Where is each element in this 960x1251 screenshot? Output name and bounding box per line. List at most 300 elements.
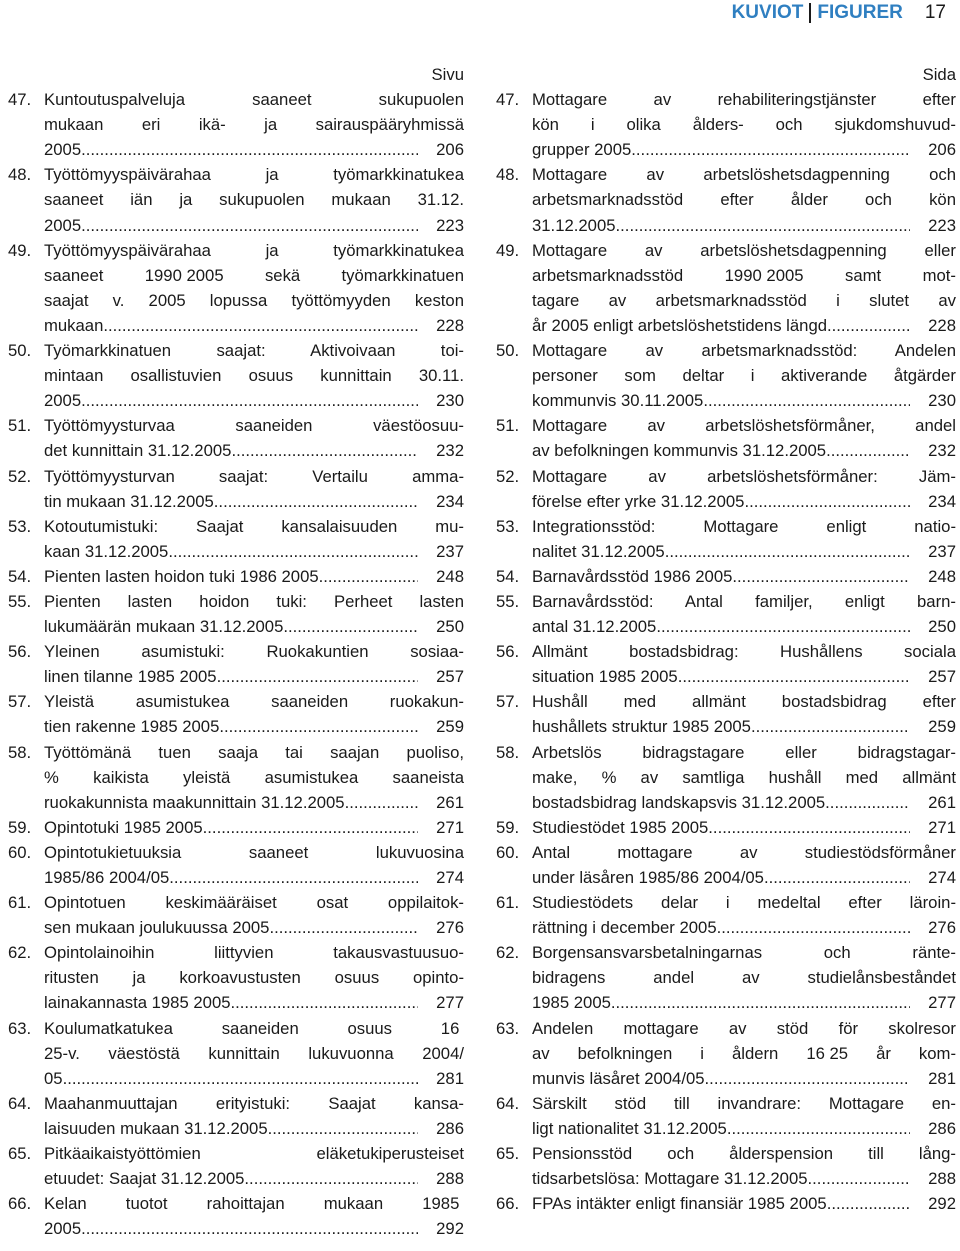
entry-title-line: rättning i december 2005	[532, 918, 717, 938]
entry-title-line: 1985/86 2004/05	[44, 868, 170, 887]
entry-last-line	[44, 438, 464, 463]
toc-entry[interactable]	[8, 1141, 464, 1191]
entry-title	[44, 162, 464, 237]
entry-title	[532, 940, 956, 1015]
entry-title	[532, 840, 956, 890]
dot-leader	[231, 990, 418, 1015]
entry-number: 57.	[496, 692, 520, 712]
entry-title-line: Mottagare av arbetslöshetsförmåner: Jäm-	[532, 466, 956, 486]
entry-title-line: Pienten lasten hoidon tuki: Perheet lasten	[44, 591, 464, 611]
entry-number: 59.	[8, 817, 32, 837]
entry-page-number: 234	[436, 491, 464, 511]
entry-page-number: 274	[928, 868, 956, 887]
entry-title	[532, 1141, 956, 1191]
entry-number: 58.	[8, 742, 32, 762]
entry-title-line: ruokakunnista maakunnittain 31.12.2005	[44, 792, 345, 812]
dot-leader	[656, 614, 910, 639]
entry-title-line: kommunvis 30.11.2005	[532, 391, 704, 411]
toc-entry[interactable]	[496, 815, 956, 840]
toc-entry[interactable]	[496, 1091, 956, 1141]
entry-page-number: 288	[436, 1169, 464, 1189]
entry-last-line	[44, 1166, 464, 1191]
entry-page-number: 286	[436, 1118, 464, 1138]
toc-entry[interactable]	[496, 338, 956, 413]
dot-leader	[283, 614, 418, 639]
dot-leader	[708, 815, 910, 840]
entry-title-line: Opintotukietuuksia saaneet lukuvuosina	[44, 842, 464, 862]
toc-entry[interactable]	[8, 940, 464, 1015]
entry-page-number: 248	[928, 566, 956, 586]
entry-last-line	[532, 489, 956, 514]
dot-leader	[825, 790, 910, 815]
entry-number: 50.	[8, 341, 32, 361]
dot-leader	[705, 1066, 910, 1091]
entry-last-line	[44, 915, 464, 940]
dot-leader	[827, 1191, 910, 1216]
entry-page-number: 288	[928, 1169, 956, 1189]
entry-number: 63.	[8, 1018, 32, 1038]
toc-entry[interactable]	[496, 940, 956, 1015]
entry-page-number: 230	[436, 391, 464, 411]
dot-leader	[63, 1066, 418, 1091]
entry-title	[532, 890, 956, 940]
entry-number: 56.	[496, 642, 520, 662]
entry-title-line: Työttömänä tuen saaja tai saajan puoliso,	[44, 742, 464, 762]
entry-title-line: Hushåll med allmänt bostadsbidrag efter	[532, 692, 956, 712]
entry-page-number: 271	[436, 817, 464, 837]
entry-title	[532, 514, 956, 564]
entry-title-line: make, % av samtliga hushåll med allmänt	[532, 767, 956, 787]
entry-page-number: 271	[928, 817, 956, 837]
toc-entry[interactable]	[8, 890, 464, 940]
entry-page-number: 277	[436, 993, 464, 1013]
toc-column-swedish	[496, 62, 956, 1216]
entry-title	[532, 1016, 956, 1091]
entry-title-line: 2005	[44, 140, 82, 160]
entry-number: 54.	[496, 566, 520, 586]
entry-page-number: 259	[436, 717, 464, 737]
entry-title	[532, 162, 956, 237]
entry-page-number: 228	[928, 315, 956, 335]
entry-page-number: 281	[436, 1068, 464, 1088]
dot-leader	[665, 539, 910, 564]
entry-page-number: 206	[928, 140, 956, 160]
entry-title-line: kaan 31.12.2005	[44, 541, 169, 561]
entry-page-number: 277	[928, 993, 956, 1013]
entry-number: 61.	[8, 893, 32, 913]
entry-title-line: Yleistä asumistukea saaneiden ruokakun-	[44, 692, 464, 712]
entry-title-line: 2005	[44, 215, 82, 235]
entry-page-number: 274	[436, 868, 464, 887]
entry-title-line: Työmarkkinatuen saajat: Aktivoivaan toi-	[44, 341, 464, 361]
toc-entry[interactable]	[8, 162, 464, 237]
entry-title-line: 31.12.2005	[532, 215, 616, 235]
toc-entry[interactable]	[496, 162, 956, 237]
entry-title-line: bostadsbidrag landskapsvis 31.12.2005	[532, 792, 826, 812]
entry-title-line: ligt nationalitet 31.12.2005	[532, 1118, 727, 1138]
entry-last-line	[532, 388, 956, 413]
entry-last-line	[44, 990, 464, 1015]
toc-entry[interactable]	[8, 1191, 464, 1241]
dot-leader	[611, 990, 910, 1015]
entry-title	[532, 464, 956, 514]
toc-entry[interactable]	[496, 564, 956, 589]
entry-last-line	[44, 1216, 464, 1241]
entry-title-line: Barnavårdsstöd 1986 2005	[532, 566, 733, 586]
entry-title-line: 2005	[44, 391, 82, 411]
toc-entry[interactable]	[8, 840, 464, 890]
entry-number: 49.	[8, 240, 32, 260]
entry-number: 55.	[496, 591, 520, 611]
dot-leader	[268, 1116, 418, 1141]
entry-title-line: nalitet 31.12.2005	[532, 541, 665, 561]
toc-entry[interactable]	[8, 338, 464, 413]
toc-entry[interactable]	[8, 815, 464, 840]
entry-last-line	[44, 539, 464, 564]
entry-title-line: FPAs intäkter enligt finansiär 1985 2005	[532, 1194, 827, 1214]
entry-title-line: laisuuden mukaan 31.12.2005	[44, 1118, 268, 1138]
dot-leader	[826, 438, 910, 463]
entry-title-line: situation 1985 2005	[532, 667, 678, 687]
toc-entry[interactable]	[8, 413, 464, 463]
entry-title-line: tien rakenne 1985 2005	[44, 717, 220, 737]
entry-title-line: 05	[44, 1068, 63, 1088]
entry-page-number: 232	[436, 441, 464, 461]
toc-entry[interactable]	[8, 238, 464, 338]
entry-number: 50.	[496, 341, 520, 361]
entry-last-line	[44, 137, 464, 162]
entry-title	[532, 740, 956, 815]
entry-number: 65.	[496, 1144, 520, 1164]
toc-entry[interactable]	[8, 639, 464, 689]
entry-page-number: 230	[928, 391, 956, 411]
entry-last-line	[44, 313, 464, 338]
entry-page-number: 257	[928, 667, 956, 687]
entry-page-number: 237	[436, 541, 464, 561]
entry-number: 53.	[8, 516, 32, 536]
toc-entry[interactable]	[496, 689, 956, 739]
entry-title	[532, 564, 956, 589]
entry-page-number: 223	[928, 215, 956, 235]
entry-title-line: år 2005 enligt arbetslöshetstidens längd	[532, 315, 828, 335]
entry-page-number: 234	[928, 491, 956, 511]
entry-page-number: 228	[436, 315, 464, 335]
toc-entry[interactable]	[8, 564, 464, 589]
entry-title-line: 2005	[44, 1219, 82, 1239]
toc-entry[interactable]	[496, 589, 956, 639]
entry-title-line: Arbetslös bidragstagare eller bidragstagar-	[532, 742, 956, 762]
entry-title-line: 1985 2005	[532, 993, 611, 1013]
toc-entry[interactable]	[496, 890, 956, 940]
entry-title-line: Opintotuen keskimääräiset osat oppilaitok-	[44, 893, 464, 913]
toc-entry[interactable]	[496, 87, 956, 162]
toc-entry[interactable]	[496, 1141, 956, 1191]
entry-title	[44, 338, 464, 413]
entry-title-line: lainakannasta 1985 2005	[44, 993, 231, 1013]
entry-title-line: av befolkningen i åldern 16 25 år kom-	[532, 1043, 956, 1063]
entry-last-line	[44, 865, 464, 890]
dot-leader	[345, 790, 418, 815]
entry-title	[44, 1141, 464, 1191]
entry-number: 55.	[8, 591, 32, 611]
entry-last-line	[532, 990, 956, 1015]
dot-leader	[827, 313, 910, 338]
dot-leader	[751, 714, 910, 739]
entry-title-line: tidsarbetslösa: Mottagare 31.12.2005	[532, 1169, 808, 1189]
entry-page-number: 276	[436, 918, 464, 938]
entry-title-line: Mottagare av arbetslöshetsdagpenning och	[532, 165, 956, 185]
entry-number: 57.	[8, 692, 32, 712]
toc-entry[interactable]	[496, 639, 956, 689]
entry-last-line	[532, 915, 956, 940]
toc-entry[interactable]	[496, 1191, 956, 1216]
dot-leader	[764, 865, 910, 890]
dot-leader	[203, 815, 418, 840]
entry-title-line: 25-v. väestöstä kunnittain lukuvuonna 2004/	[44, 1043, 464, 1063]
dot-leader	[744, 489, 910, 514]
entry-title	[44, 689, 464, 739]
dot-leader	[214, 489, 418, 514]
entry-title-line: mukaan eri ikä- ja sairauspääryhmissä	[44, 115, 464, 135]
entry-title-line: Pitkäaikaistyöttömien eläketukiperusteiset	[44, 1144, 464, 1164]
dot-leader	[219, 714, 418, 739]
entry-title-line: Integrationsstöd: Mottagare enligt natio-	[532, 516, 956, 536]
entry-number: 63.	[496, 1018, 520, 1038]
entry-title-line: tin mukaan 31.12.2005	[44, 491, 214, 511]
entry-title	[44, 740, 464, 815]
dot-leader	[631, 137, 910, 162]
toc-entry[interactable]	[496, 1016, 956, 1091]
entry-title	[532, 413, 956, 463]
dot-leader	[217, 664, 418, 689]
entry-last-line	[532, 1191, 956, 1216]
entry-title-line: Särskilt stöd till invandrare: Mottagare en-	[532, 1093, 956, 1113]
dot-leader	[727, 1116, 910, 1141]
entry-title-line: under läsåren 1985/86 2004/05	[532, 868, 764, 887]
entry-last-line	[532, 313, 956, 338]
entry-number: 52.	[8, 466, 32, 486]
entry-title	[532, 639, 956, 689]
entry-last-line	[44, 1066, 464, 1091]
entry-title-line: ritusten ja korkoavustusten osuus opinto-	[44, 968, 464, 988]
entry-title-line: linen tilanne 1985 2005	[44, 667, 217, 687]
entry-title-line: kön i olika ålders- och sjukdomshuvud-	[532, 115, 956, 135]
toc-entry[interactable]	[496, 464, 956, 514]
entry-title-line: Borgensansvarsbetalningarnas och ränte-	[532, 943, 956, 963]
toc-entry[interactable]	[496, 238, 956, 338]
entry-title-line: tagare av arbetsmarknadsstöd i slutet av	[532, 290, 956, 310]
entry-number: 48.	[496, 165, 520, 185]
entry-title	[44, 413, 464, 463]
entry-number: 60.	[8, 842, 32, 862]
entry-title	[44, 815, 464, 840]
entry-title-line: Studiestödet 1985 2005	[532, 817, 709, 837]
entry-number: 64.	[8, 1093, 32, 1113]
section-label-swedish: FIGURER	[817, 2, 903, 23]
entry-title-line: det kunnittain 31.12.2005	[44, 441, 232, 461]
dot-leader	[244, 1166, 418, 1191]
entry-last-line	[44, 790, 464, 815]
entry-last-line	[44, 815, 464, 840]
entry-title-line: Pienten lasten hoidon tuki 1986 2005	[44, 566, 319, 586]
toc-entry[interactable]	[8, 514, 464, 564]
entry-title-line: Andelen mottagare av stöd för skolresor	[532, 1018, 956, 1038]
toc-list-swedish	[496, 87, 956, 1216]
entry-title-line: Työttömyyspäivärahaa ja työmarkkinatukea	[44, 240, 464, 260]
entry-title-line: sen mukaan joulukuussa 2005	[44, 918, 270, 938]
entry-title-line: Yleinen asumistuki: Ruokakuntien sosiaa-	[44, 642, 464, 662]
entry-title-line: Antal mottagare av studiestödsförmåner	[532, 842, 956, 862]
entry-last-line	[532, 1066, 956, 1091]
entry-title-line: personer som deltar i aktiverande åtgärder	[532, 366, 956, 386]
entry-title-line: Työttömyyspäivärahaa ja työmarkkinatukea	[44, 165, 464, 185]
entry-title-line: mukaan	[44, 315, 104, 335]
dot-leader	[168, 539, 418, 564]
entry-last-line	[44, 664, 464, 689]
entry-last-line	[532, 213, 956, 238]
entry-title	[44, 840, 464, 890]
entry-number: 61.	[496, 893, 520, 913]
entry-title-line: munvis läsåret 2004/05	[532, 1068, 705, 1088]
section-divider	[809, 3, 811, 23]
entry-title-line: lukumäärän mukaan 31.12.2005	[44, 617, 284, 637]
toc-entry[interactable]	[496, 514, 956, 564]
entry-title-line: bidragens andel av studielånsbeståndet	[532, 968, 956, 988]
toc-entry[interactable]	[8, 1016, 464, 1091]
entry-title	[44, 1091, 464, 1141]
dot-leader	[103, 313, 418, 338]
entry-title	[44, 890, 464, 940]
entry-title-line: Mottagare av arbetslöshetsförmåner, andel	[532, 416, 956, 436]
entry-title-line: Mottagare av arbetsmarknadsstöd: Andelen	[532, 341, 956, 361]
toc-entry[interactable]	[8, 1091, 464, 1141]
toc-entry[interactable]	[8, 87, 464, 162]
entry-last-line	[532, 815, 956, 840]
entry-number: 60.	[496, 842, 520, 862]
entry-last-line	[532, 438, 956, 463]
dot-leader	[732, 564, 910, 589]
entry-title-line: antal 31.12.2005	[532, 617, 657, 637]
dot-leader	[717, 915, 910, 940]
entry-page-number: 206	[436, 140, 464, 160]
entry-last-line	[44, 714, 464, 739]
entry-last-line	[532, 664, 956, 689]
dot-leader	[81, 1216, 418, 1241]
entry-page-number: 276	[928, 918, 956, 938]
entry-title	[44, 639, 464, 689]
toc-entry[interactable]	[496, 740, 956, 815]
column-page-label: Sida	[922, 65, 956, 84]
toc-entry[interactable]	[8, 589, 464, 639]
entry-title	[44, 238, 464, 338]
entry-number: 62.	[496, 943, 520, 963]
entry-title-line: Maahanmuuttajan erityistuki: Saajat kansa-	[44, 1093, 464, 1113]
entry-page-number: 292	[928, 1194, 956, 1214]
entry-last-line	[532, 865, 956, 890]
entry-number: 53.	[496, 516, 520, 536]
dot-leader	[81, 388, 418, 413]
entry-title	[532, 1091, 956, 1141]
dot-leader	[81, 213, 418, 238]
entry-last-line	[44, 489, 464, 514]
entry-last-line	[44, 388, 464, 413]
toc-entry[interactable]	[496, 413, 956, 463]
entry-title	[532, 87, 956, 162]
toc-entry[interactable]	[8, 689, 464, 739]
entry-page-number: 261	[928, 792, 956, 812]
entry-page-number: 250	[436, 617, 464, 637]
entry-title-line: Kotoutumistuki: Saajat kansalaisuuden mu-	[44, 516, 464, 536]
entry-number: 62.	[8, 943, 32, 963]
entry-title-line: arbetsmarknadsstöd 1990 2005 samt mot-	[532, 265, 956, 285]
entry-number: 58.	[496, 742, 520, 762]
page-number: 17	[924, 2, 946, 23]
entry-last-line	[44, 213, 464, 238]
entry-title-line: Mottagare av rehabiliteringstjänster efter	[532, 90, 956, 110]
entry-title-line: Mottagare av arbetslöshetsdagpenning eller	[532, 240, 956, 260]
entry-page-number: 261	[436, 792, 464, 812]
entry-title-line: Kelan tuotot rahoittajan mukaan 1985	[44, 1194, 464, 1214]
entry-title-line: saaneet 1990 2005 sekä työmarkkinatuen	[44, 265, 464, 285]
entry-number: 51.	[496, 416, 520, 436]
entry-number: 48.	[8, 165, 32, 185]
dot-leader	[678, 664, 910, 689]
entry-title	[532, 238, 956, 338]
entry-number: 47.	[8, 90, 32, 110]
entry-number: 47.	[496, 90, 520, 110]
entry-title-line: Allmänt bostadsbidrag: Hushållens sociala	[532, 642, 956, 662]
entry-title	[532, 589, 956, 639]
toc-entry[interactable]	[8, 740, 464, 815]
entry-title-line: hushållets struktur 1985 2005	[532, 717, 751, 737]
entry-page-number: 237	[928, 541, 956, 561]
entry-last-line	[532, 714, 956, 739]
entry-title-line: Opintolainoihin liittyvien takausvastuusuo-	[44, 943, 464, 963]
dot-leader	[319, 564, 418, 589]
entry-page-number: 281	[928, 1068, 956, 1088]
toc-column-finnish	[8, 62, 464, 1241]
column-page-label: Sivu	[431, 65, 464, 84]
entry-number: 66.	[8, 1194, 32, 1214]
entry-number: 65.	[8, 1144, 32, 1164]
entry-title	[44, 464, 464, 514]
dot-leader	[231, 438, 418, 463]
entry-title-line: % kaikista yleistä asumistukea saaneista	[44, 767, 464, 787]
entry-title	[44, 1016, 464, 1091]
entry-title-line: förelse efter yrke 31.12.2005	[532, 491, 745, 511]
entry-title	[532, 338, 956, 413]
section-label-finnish: KUVIOT	[731, 2, 804, 23]
entry-page-number: 257	[436, 667, 464, 687]
entry-last-line	[532, 539, 956, 564]
entry-title-line: etuudet: Saajat 31.12.2005	[44, 1169, 245, 1189]
entry-number: 51.	[8, 416, 32, 436]
toc-entry[interactable]	[496, 840, 956, 890]
entry-title-line: Kuntoutuspalveluja saaneet sukupuolen	[44, 90, 464, 110]
dot-leader	[169, 865, 418, 890]
entry-number: 59.	[496, 817, 520, 837]
entry-last-line	[532, 614, 956, 639]
entry-title-line: saaneet iän ja sukupuolen mukaan 31.12.	[44, 190, 464, 210]
entry-page-number: 223	[436, 215, 464, 235]
entry-last-line	[532, 564, 956, 589]
dot-leader	[703, 388, 910, 413]
toc-entry[interactable]	[8, 464, 464, 514]
entry-last-line	[44, 1116, 464, 1141]
entry-number: 52.	[496, 466, 520, 486]
entry-title-line: Työttömyysturvan saajat: Vertailu amma-	[44, 466, 464, 486]
entry-title-line: grupper 2005	[532, 140, 632, 160]
